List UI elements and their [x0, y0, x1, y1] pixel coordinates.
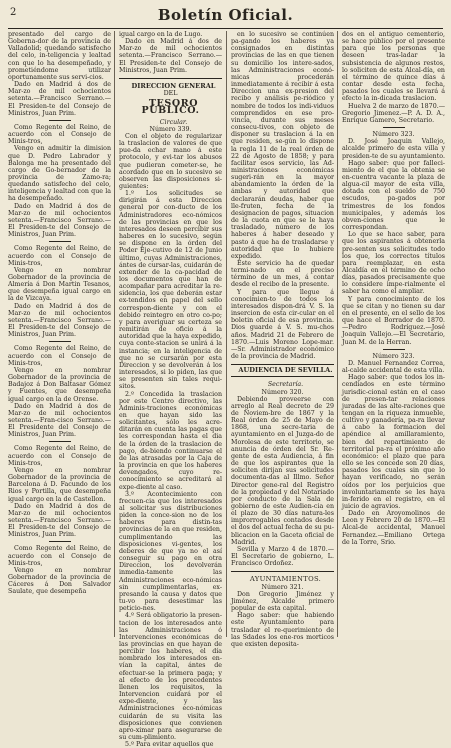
column-divider [226, 31, 227, 637]
paragraph: Como Regente del Reino, de acuerdo con el Consejo de Minis-tros, [8, 123, 111, 146]
paragraph: Como Regente del Reino, de acuerdo con el Consejo de Minis-tros, [8, 445, 111, 467]
page-number: 2 [10, 7, 17, 18]
column-1 [8, 31, 111, 637]
section-separator [49, 241, 71, 242]
column-divider [337, 31, 338, 637]
column-3 [231, 31, 334, 648]
paragraph: 3.º Acontecimiento con frecuen-cia que los interesados al solicitar sus distribuciones piden la conce-sion no de los haberes para distin-tas provincias de la en que residen, cumplimentando las disposiciones vi-gentes, los deberes de que ya no el así conseguir su pago en otra Direccion, los devolverán inmedia-tamente las Administraciones eco-nómicas sin cumplimentarlas, ex-presando la causa y datos que tu-vo para desestimar las peticio-nes. [119, 490, 222, 613]
paragraph: 5.º Para evitar aquellos que [125, 741, 214, 748]
paragraph: presentado del cargo de Goberna-dor de la provincia de Valladolid; quedando satisfecho del celo, in-teligencia y lealtad con que lo ha desempeñado, y prometiéndome utilizar oportunamente sus servi-cios. [8, 31, 111, 81]
paragraph: Este servicio ha de quedar termi-nado en el preciso término de un mes, á contar desde el recibo de la presente. [231, 260, 334, 289]
paragraph: Dado en Aroyomolinos de Leon y Febrero 20 de 1870.—El Alcal-de accidental, Manuel Fernandez.—Emiliano Ortega de la Torre, Srio. [342, 510, 445, 546]
paragraph: Vengo en nombrar Gobernador de la provincia de Badajoz á Don Baltasar Gómez y Fuentes, que desempeña igual cargo en la de Orense. [8, 366, 111, 403]
paragraph: Dado en Madrid á dos de Mar-zo de mil ochocientos setenta.—Francisco Serrano.—El Presiden-te del Consejo de Ministros, Juan Prim. [8, 81, 111, 117]
paragraph: Dado en Madrid á dos de Mar-zo de mil ochocientos setenta.—Francisco Serrano.—El Presiden-te del Consejo de Ministros, Juan Prim. [8, 202, 111, 239]
paragraph: 1.º Los solicitudes se dirigirán á esta Direccion general por con-ducto de los Administradores eco-nómicos de las provincias en que los interesados deseen percibir sus haberes en lo sucesivo, según se dispone en la órden del Poder Eje-cutivo de 12 de Junio último, cuyas Administraciones, ántes de cursar-las, cuidarán de extender de la ca-pacidad de los documentos que han de acompañar para acreditar la re-sidencia, los que deberán estar ex-tendidos en papel del sello correspon-diente y con el debido reintegro en otro co-po; y para averiguar su certeza se remitirán de oficio á la autoridad que la haya expedido, cuya conte-stacion se unirá á la instancia; en la inteligencia de que no se cursarán por esta Direccion y se devolverán á los interesados, si lo piden, las que se presenten sin tales requi-sitos. [119, 190, 222, 391]
paragraph: Lo que se hace saber, para que los aspirantes á obtenerla pre-senten sus solicitudes todo los que, los correctos títulos para reemplazar, en esta Alcaldía en el término de ocho días, pasados precisamente que lo considere impe-rialmente el saber ha como el ampliar. [342, 231, 445, 296]
masthead-rule [8, 28, 443, 29]
section-separator [49, 541, 71, 542]
paragraph: Debiendo proveerse con arreglo al Real decreto de 29 de Noviem-bre de 1867 y la Real órden de 25 de Mayo de 1868, una secre-taria de ayuntamiento en el Juzga-do de Morolesa de este territorio, se anuncia de órden del Sr. Re-gente de esta Audiencia, á fin de que los aspirantes que la soliciten dirijan sus solicitudes documenta-das al Illmo. Señor Director gene-ral del Registro de la propiedad y del Notariado por conducto de la Sala de gobierno de este Audien-cia en el plazo de 30 días natura-les improrrogables contados desde el dos del actual fecha de su pu-blicacion en la Gaceta oficial de Madrid. [231, 395, 334, 546]
section-heading: AUDIENCIA DE SEVILLA. [231, 364, 334, 377]
masthead [0, 0, 451, 30]
paragraph: Hago saber: que habiendo este Ayuntamiento para trasladar el re-querimiento de las Sdades los ene-ros morticos que existen deposita- [231, 612, 334, 648]
notice-number: Número 320. [261, 388, 304, 396]
section-separator [49, 441, 71, 442]
paragraph: Como Regente del Reino, de acuerdo con el Consejo de Minis-tros, [8, 345, 111, 367]
paragraph: Vengo en nombrar Gobernador de la provincia de Cáceres á Don Salvador Saulate, que desempeña [8, 566, 111, 596]
paragraph: Y para conocimiento de los que se citan y no tienen su dar en el presente, en el sello de los que hace el Borrador de 1870.—Pedro Rodríguez.—José Joaquin Vallejo.—El Secretario, Juan M. de la Herran. [342, 295, 445, 346]
column-2 [119, 31, 222, 748]
section-heading: AYUNTAMIENTOS. [249, 575, 322, 584]
section-heading: TESORO PÚBLICO. [141, 98, 200, 117]
paragraph: Como Regente del Reino, de acuerdo con el Consejo de Minis-tros, [8, 245, 111, 267]
paragraph: 4.º Será obligatorio la presen-tacion de los interesados ante las Administraciones ó Intervenciones económicas de las provincias en que hayan de percibir los haberes, el día nombrado los interesados en-vían la capital, ántes de efectuar-se la primera paga; y al efecto de los precedentes llenen los requisitos, la Intervencion cuidará por el expe-diente, y las Administraciones eco-nómicas cuidarán de su visita las disposiciones que convienen apro-ximar para asegurarse de su cum-plimiento. [119, 612, 222, 741]
section-separator [49, 341, 71, 342]
paragraph: Huelva 2 de marzo de 1870.—Gregorio Jimenez.—P. A. D. A., Enrique Gamero, Secretario. [342, 102, 445, 124]
paragraph: igual cargo en la de Lugo. [119, 31, 203, 38]
gazette-title: Boletín Oficial. [157, 6, 294, 24]
paragraph: dos en el antiguo cementerio, se hace público por el presente para que los personas que deseen tras-ladar la subsistencia de algunos restos, lo soliciten de esta Alcal-día, en el término de quince días á contar desde esta fecha, pasados los cuales se llevará á efecto la in-dicada traslacion. [342, 31, 445, 103]
paragraph: D. José Joaquin Vallejo, alcalde primero de esta villa y presiden-te de su ayuntamiento. [342, 138, 445, 160]
paragraph: 2.º Concedida la traslacion por este Centro directivo, las Adminis-traciones económicas en que hayan sido las solicitantes, sólo les acre-ditarán en cuenta las pagas que les correspondan hasta el dia de la órden de la traslacion de pago, de-biendo continuarse el de las atrasadas por la Caja de la provincia en que los haberes devengados, cuyo re-conocimiento se acreditará al expe-diente al caso. [119, 390, 222, 491]
section-subheading: Circular. [159, 118, 188, 126]
paragraph: Con el objeto de regularizar la traslacion de valores de que pue-da echar mano á este protocolo, y evi-tar los abusos que pudieran cometer-se, he acordado que en lo sucesivo se observen las disposiciones si-guientes: [119, 132, 222, 190]
paragraph: Hago saber: que todos los in-cendiados en este término jurisdic-cional están en el caso de presen-tar relaciones juradas de las alte-raciones que tengan en la riqueza inmueble, cultivo y ganadería, pa-ra llevar á cabo la formacion del apéndice al amillaramiento, bien del repartimiento de territorial pa-ra el próximo año económico: el plazo que para ello se les concede son 20 días, pasados los cuales sin que lo hayan verificado, no serán oídos por los perjuicios que involuntariamente se les haya in-ferido en el registro, en el juicio de agravios. [342, 374, 445, 510]
paragraph: Dado en Madrid á dos de Mar-zo de mil ochocientos setenta.—Francisco Serrano.—El Presiden-te del Consejo de Ministros, Juan Prim. [8, 502, 111, 539]
paragraph: Dado en Madrid á dos de Mar-zo de mil ochocientos setenta.—Francisco Serrano.—El Presiden-te del Consejo de Ministros, Juan Prim. [119, 38, 222, 74]
section-heading: DIRECCION GENERAL [131, 81, 216, 90]
column-divider [114, 31, 115, 637]
notice-number: Número 323. [372, 131, 415, 139]
notice-number: Número 323. [372, 352, 415, 360]
paragraph: Vengo en admitir la dimision que D. Pedro Labrador y Balonga me ha presentado del cargo de Go-bernador de la provincia de Zamo-ra; quedando satisfecho del celo, inteligencia y lealtad con que la ha desempeñado. [8, 145, 111, 203]
paragraph: Dado en Madrid á dos de Mar-zo de mil ochocientos setenta.—Francisco Serrano.—El Presiden-te del Consejo de Ministros, Juan Prim. [8, 302, 111, 339]
paragraph: Como Regente del Reino, de acuerdo con el Consejo de Minis-tros, [8, 545, 111, 567]
notice-number: Número 339. [149, 125, 192, 133]
paragraph: Don Gregorio Jiménez y Jiménez, Alcalde primero popular de esta capital. [231, 590, 334, 613]
section-rule [231, 571, 334, 572]
paragraph: Dado en Madrid á dos de Mar-zo de mil ochocientos setenta.—Fran-cisco Serrano.—El Presidente del Consejo de Ministros, Juan Prim. [8, 402, 111, 439]
section-separator [383, 127, 405, 128]
section-separator [49, 120, 71, 121]
paragraph: D. Manuel Fernandez Correa, al-calde accidental de esta villa. [342, 359, 445, 375]
section-rule [119, 78, 222, 79]
notice-number: DEL [163, 90, 178, 98]
notice-number: Número 321. [261, 583, 304, 591]
paragraph: Vengo en nombrar Gobernador de la provincia de Almería á Don Martin Tesanos, que desempeña igual cargo en la de Vizcaya. [8, 266, 111, 303]
paragraph: en lo sucesivo se continúen pa-gando los haberes ya consignados en distintas provincias de las en que tienen su domicilio los intere-sados, las Administraciones econó-micas procederán inmediatamente á recibir á esta Direccion una ex-presion del recibo y análisis pe-riódico y nombre de todos los indi-viduos comprendidos en ese pro-vincia, durante sus meses consecu-tivos, con objeto de disponer su traslacion á la en que residen, se-gún lo dispone la regla 11 de la real órden de 22 de Agosto de 1858; y para facilitar esos servicio, las Ad-ministraciones económicas sugeri-rán en la mayor abandamiento la órden de la ámbas y autoridad que declararán deudas, haber que lle-fruten, fecha de la designacion de pagos, situacion de la cuota en que se le haya trasladado, número de los haberes á haber deseado y pasto á que ha de trasladarse y autoridad que lo hubiere expedido. [231, 31, 334, 260]
paragraph: Y para que llegue á conocimien-to de todos los interesados dispon-drá V. S. la insercion de esta cir-cular en el boletin oficial de esa provincia. Dios guarde á V. S. mu-chos años. Madrid 21 de Febrero de 1870.—Luis Moreno Lope-mar.—Sr. Administrador económico de la provincia de Madrid. [231, 288, 334, 361]
paragraph: Vengo en nombrar Gobernador de la provincia de Barcelona á D. Facundo de los Rios y Portilla, que desempeña igual cargo en la de Castellon. [8, 466, 111, 503]
section-subheading: Secretaría. [267, 381, 304, 389]
column-4 [342, 31, 445, 637]
section-separator [383, 349, 405, 350]
paragraph: Sevilla y Marzo 4 de 1870.—El Secretario de gobierno, L. Francisco Ordoñez. [231, 545, 334, 568]
paragraph: Hago saber: que por falleci-miento de el que la obtenia se en-cuentra vacante la plaza de algua-cil mayor de esta villa, dotada con el sueldo de 750 escudos, pa-gados por trimestres de los fondos municipales, y además los obven-ciones que le correspondan. [342, 159, 445, 232]
